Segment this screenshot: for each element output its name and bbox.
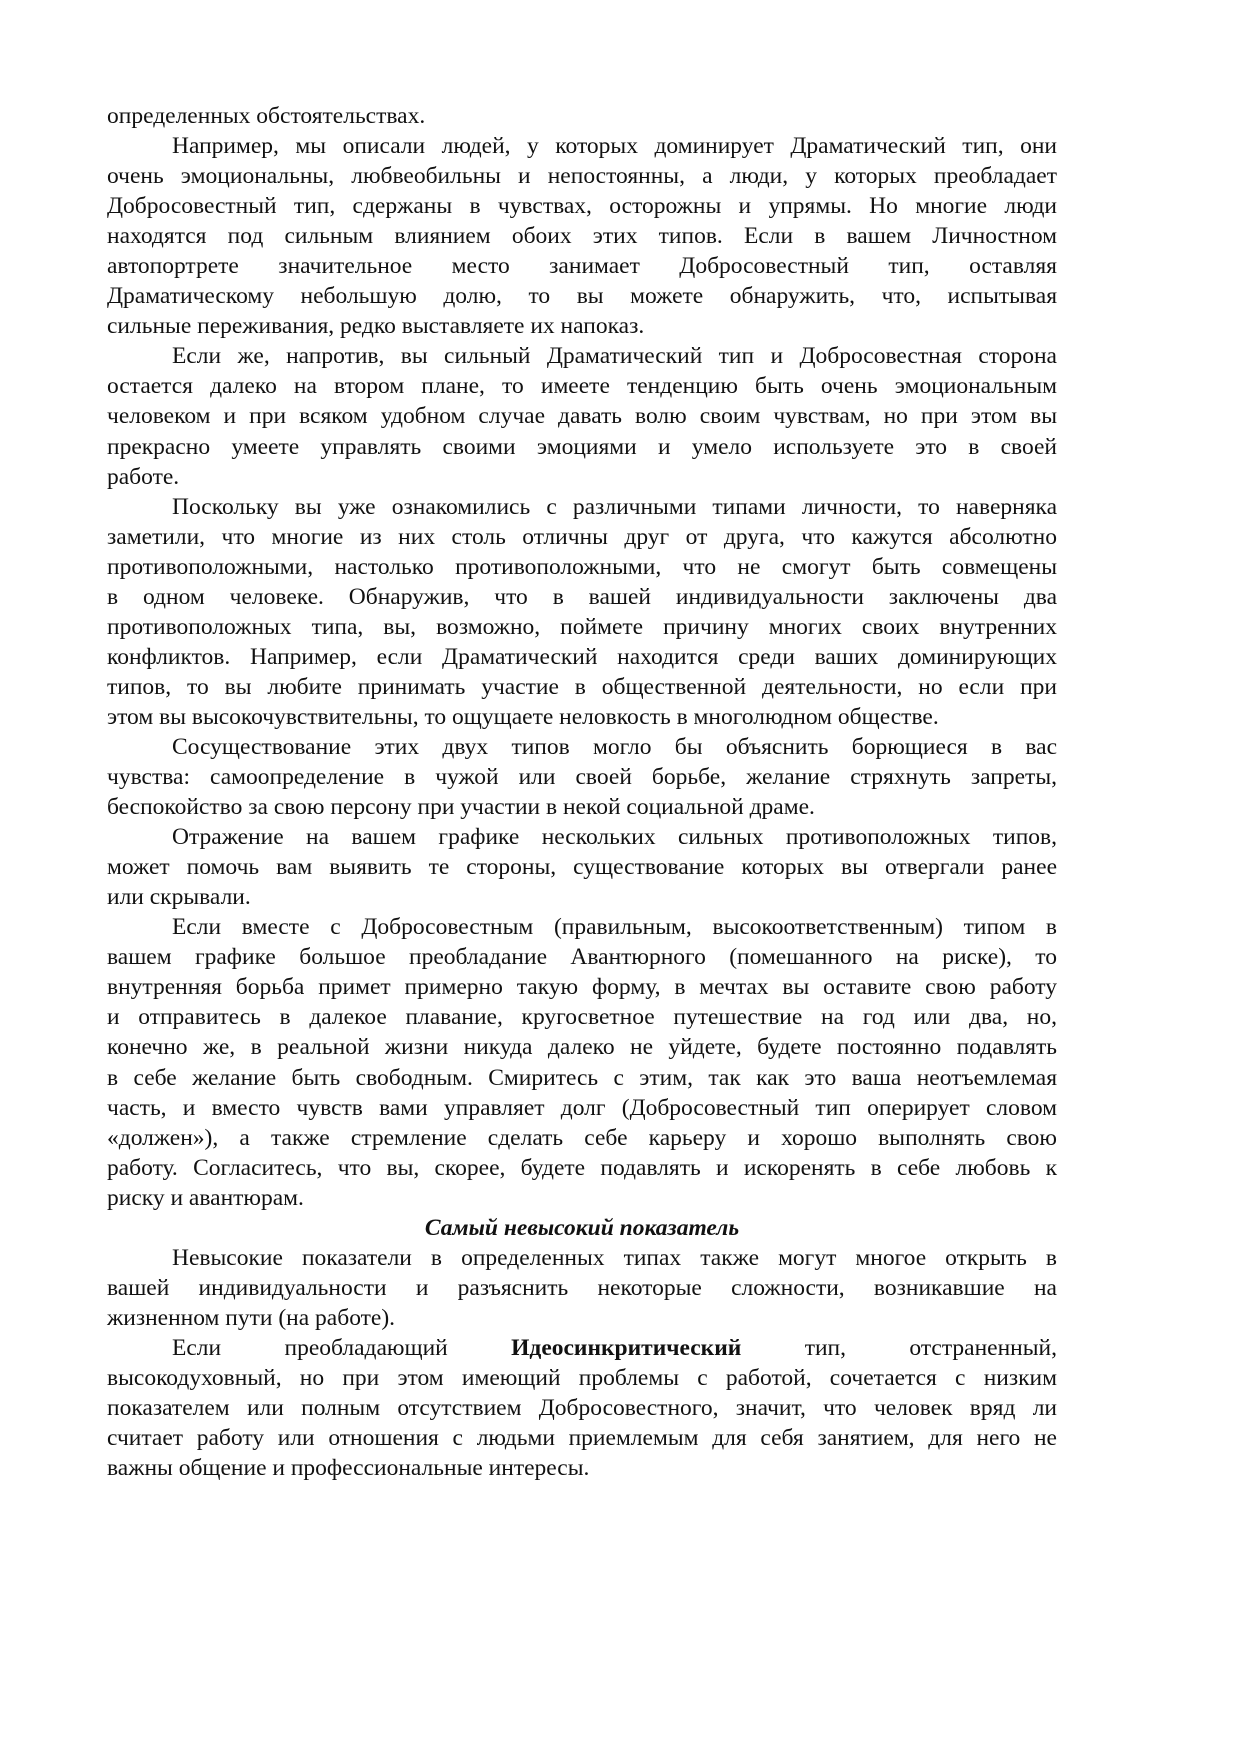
text-span: тип, отстраненный, [741, 1334, 1057, 1361]
paragraph [107, 822, 1057, 912]
paragraph [107, 341, 1057, 491]
paragraph [107, 912, 1057, 1212]
text-line: высокодуховный, но при этом имеющий проблемы с работой, сочетается с низким [107, 1364, 1057, 1391]
text-line: часть, и вместо чувств вами управляет долг (Добросовестный тип оперирует словом [107, 1094, 1057, 1121]
text-line: очень эмоциональны, любвеобильны и непостоянны, а люди, у которых преобладает [107, 163, 1057, 190]
text-line: в одном человеке. Обнаружив, что в вашей индивидуальности заключены два [107, 583, 1057, 610]
bold-term: Идеосинкритический [511, 1334, 742, 1361]
text-line: типов, то вы любите принимать участие в общественной деятельности, но если при [107, 673, 1057, 700]
paragraph [107, 492, 1057, 732]
text-line: конфликтов. Например, если Драматический находится среди ваших доминирующих [107, 643, 1057, 670]
paragraph [107, 131, 1057, 341]
text-line: Драматическому небольшую долю, то вы можете обнаружить, что, испытывая [107, 283, 1057, 310]
section-heading: Самый невысокий показатель [424, 1214, 740, 1241]
document-page [107, 101, 1057, 1483]
text-line: работу. Согласитесь, что вы, скорее, будете подавлять и искоренять в себе любовь к [107, 1154, 1057, 1181]
paragraph [107, 1333, 1057, 1483]
text-line: противоположными, настолько противоположными, что не смогут быть совмещены [107, 553, 1057, 580]
text-line: внутренняя борьба примет примерно такую форму, в мечтах вы оставите свою работу [107, 974, 1057, 1001]
text-line: человеком и при всяком удобном случае давать волю своим чувствам, но при этом вы [107, 403, 1057, 430]
paragraph [107, 732, 1057, 822]
text-line: Поскольку вы уже ознакомились с различными типами личности, то наверняка [172, 493, 1057, 520]
text-line: автопортрете значительное место занимает Добросовестный тип, оставляя [107, 253, 1057, 280]
text-line: прекрасно умеете управлять своими эмоциями и умело используете это в своей [107, 433, 1057, 460]
text-line: Невысокие показатели в определенных типах также могут многое открыть в [172, 1244, 1057, 1271]
text-line: жизненном пути (на работе). [107, 1304, 396, 1331]
text-line: риску и авантюрам. [107, 1184, 304, 1211]
text-line: беспокойство за свою персону при участии в некой социальной драме. [107, 794, 815, 821]
text-line: заметили, что многие из них столь отличны друг от друга, что кажутся абсолютно [107, 523, 1057, 550]
text-line: «должен»), а также стремление сделать себе карьеру и хорошо выполнять свою [107, 1124, 1057, 1151]
text-line: Отражение на вашем графике нескольких сильных противоположных типов, [172, 824, 1057, 851]
text-line: сильные переживания, редко выставляете их напоказ. [107, 313, 645, 340]
text-line: вашем графике большое преобладание Авантюрного (помешанного на риске), то [107, 944, 1057, 971]
text-line: и отправитесь в далекое плавание, кругосветное путешествие на год или два, но, [107, 1004, 1057, 1031]
text-line: Сосуществование этих двух типов могло бы объяснить борющиеся в вас [172, 733, 1057, 760]
text-line [107, 1333, 1057, 1363]
paragraph [107, 1243, 1057, 1333]
text-line: показателем или полным отсутствием Добросовестного, значит, что человек вряд ли [107, 1395, 1057, 1422]
text-line: Если же, напротив, вы сильный Драматический тип и Добросовестная сторона [172, 343, 1057, 370]
text-line: вашей индивидуальности и разъяснить некоторые сложности, возникавшие на [107, 1274, 1057, 1301]
text-line: или скрывали. [107, 884, 251, 911]
text-line: находятся под сильным влиянием обоих этих типов. Если в вашем Личностном [107, 223, 1057, 250]
text-line: Если вместе с Добросовестным (правильным, высокоответственным) типом в [172, 914, 1057, 941]
text-span: Если преобладающий [172, 1334, 512, 1361]
text-line: в себе желание быть свободным. Смиритесь с этим, так как это ваша неотъемлемая [107, 1064, 1057, 1091]
text-line: может помочь вам выявить те стороны, существование которых вы отвергали ранее [107, 854, 1057, 881]
text-line: конечно же, в реальной жизни никуда далеко не уйдете, будете постоянно подавлять [107, 1034, 1057, 1061]
text-line: противоположных типа, вы, возможно, поймете причину многих своих внутренних [107, 613, 1057, 640]
text-line: считает работу или отношения с людьми приемлемым для себя занятием, для него не [107, 1425, 1057, 1452]
text-line: работе. [107, 463, 180, 490]
text-line: Например, мы описали людей, у которых доминирует Драматический тип, они [172, 133, 1057, 160]
text-line: чувства: самоопределение в чужой или своей борьбе, желание стряхнуть запреты, [107, 764, 1057, 791]
text-line: этом вы высокочувствительны, то ощущаете неловкость в многолюдном обществе. [107, 703, 939, 730]
text-line: определенных обстоятельствах. [107, 103, 426, 129]
paragraph [107, 101, 1057, 131]
text-line: остается далеко на втором плане, то имеете тенденцию быть очень эмоциональным [107, 373, 1057, 400]
text-line: Добросовестный тип, сдержаны в чувствах, осторожны и упрямы. Но многие люди [107, 193, 1057, 220]
text-line: важны общение и профессиональные интересы. [107, 1455, 590, 1482]
